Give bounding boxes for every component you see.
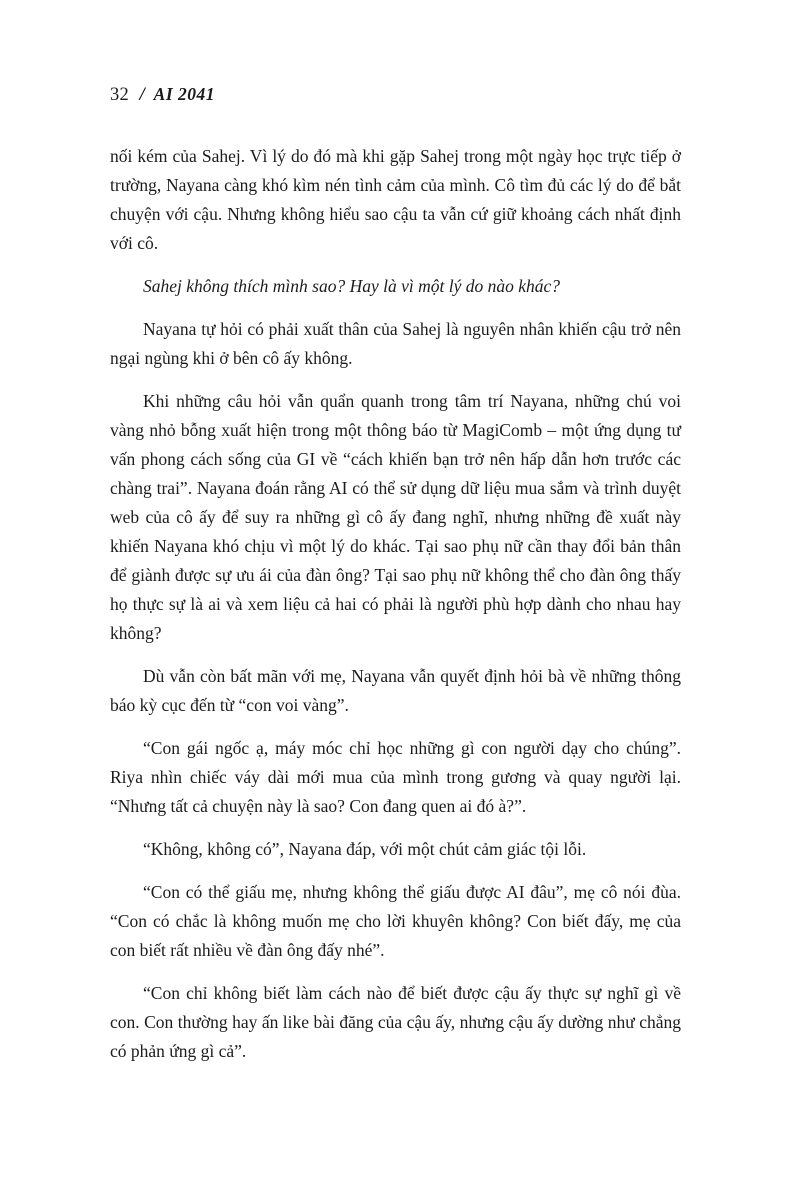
paragraph-inner-thought: Sahej không thích mình sao? Hay là vì một lý do nào khác? <box>143 276 561 296</box>
paragraph: Dù vẫn còn bất mãn với mẹ, Nayana vẫn quyết định hỏi bà về những thông báo kỳ cục đến từ “con voi vàng”. <box>110 666 681 715</box>
header-separator: / <box>139 85 145 105</box>
page-header <box>110 84 681 106</box>
paragraph: Nayana tự hỏi có phải xuất thân của Sahej là nguyên nhân khiến cậu trở nên ngại ngùng khi ở bên cô ấy không. <box>110 319 681 368</box>
paragraph: Khi những câu hỏi vẫn quẩn quanh trong tâm trí Nayana, những chú voi vàng nhỏ bỗng xuất hiện trong một thông báo từ MagiComb – một ứng dụng tư vấn phong cách sống của GI về “cách khiến bạn trở nên hấp dẫn hơn trước các chàng trai”. Nayana đoán rằng AI có thể sử dụng dữ liệu mua sắm và trình duyệt web của cô ấy để suy ra những gì cô ấy đang nghĩ, nhưng những đề xuất này khiến Nayana khó chịu vì một lý do khác. Tại sao phụ nữ cần thay đổi bản thân để giành được sự ưu ái của đàn ông? Tại sao phụ nữ không thể cho đàn ông thấy họ thực sự là ai và xem liệu cả hai có phải là người phù hợp dành cho nhau hay không? <box>110 391 681 643</box>
page-body <box>110 142 681 1066</box>
paragraph-continuation: nối kém của Sahej. Vì lý do đó mà khi gặp Sahej trong một ngày học trực tiếp ở trường, Nayana càng khó kìm nén tình cảm của mình. Cô tìm đủ các lý do để bắt chuyện với cậu. Nhưng không hiểu sao cậu ta vẫn cứ giữ khoảng cách nhất định với cô. <box>110 146 681 253</box>
page-number: 32 <box>110 85 129 105</box>
paragraph-dialogue: “Con có thể giấu mẹ, nhưng không thể giấu được AI đâu”, mẹ cô nói đùa. “Con có chắc là không muốn mẹ cho lời khuyên không? Con biết đấy, mẹ của con biết rất nhiều về đàn ông đấy nhé”. <box>110 882 681 960</box>
paragraph-dialogue: “Con gái ngốc ạ, máy móc chỉ học những gì con người dạy cho chúng”. Riya nhìn chiếc váy dài mới mua của mình trong gương và quay người lại. “Nhưng tất cả chuyện này là sao? Con đang quen ai đó à?”. <box>110 738 681 816</box>
book-title: AI 2041 <box>153 84 216 104</box>
paragraph-dialogue: “Con chỉ không biết làm cách nào để biết được cậu ấy thực sự nghĩ gì về con. Con thường hay ấn like bài đăng của cậu ấy, nhưng cậu ấy dường như chẳng có phản ứng gì cả”. <box>110 983 681 1061</box>
paragraph-dialogue: “Không, không có”, Nayana đáp, với một chút cảm giác tội lỗi. <box>143 839 587 859</box>
